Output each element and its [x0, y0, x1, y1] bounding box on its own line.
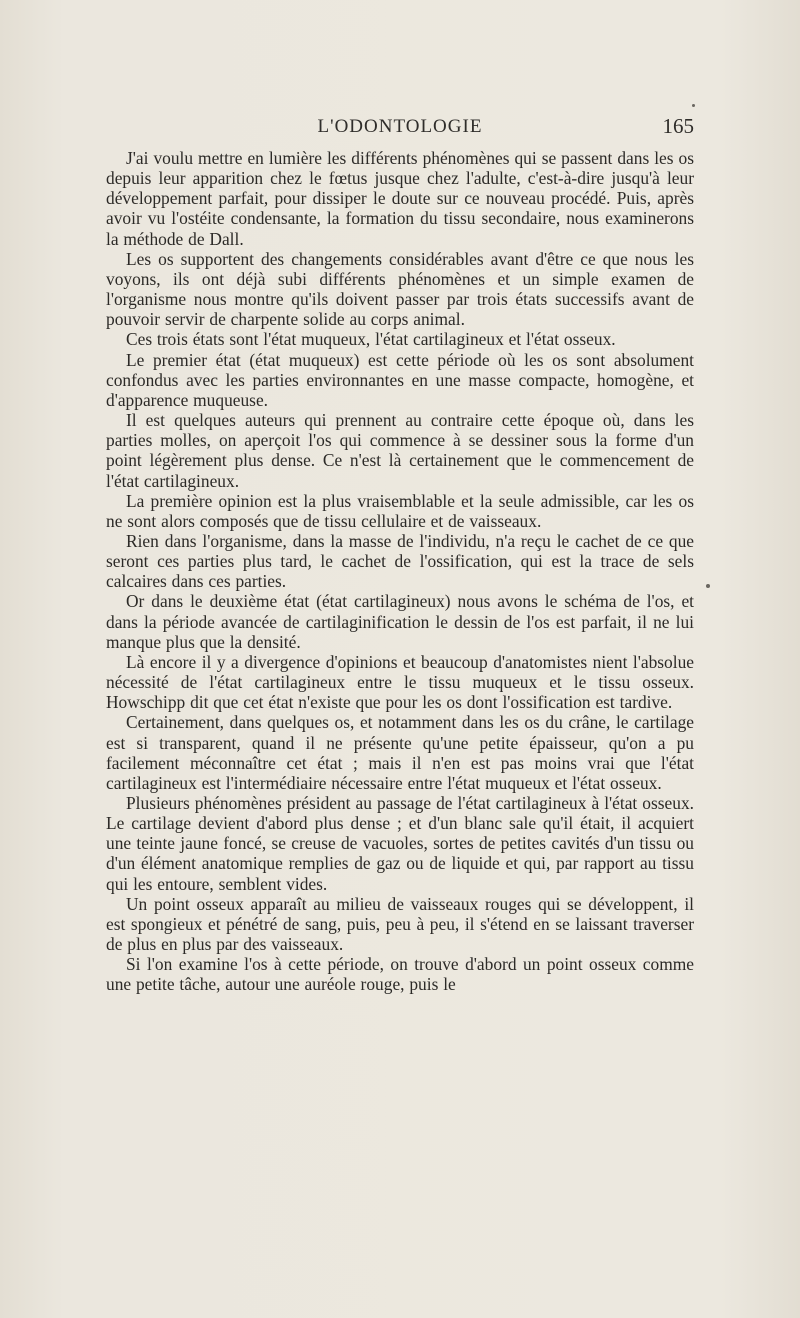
page-number: 165 — [662, 114, 694, 138]
paragraph: Un point osseux apparaît au milieu de vaisseaux rouges qui se développent, il est spongieux et pénétré de sang, puis, peu à peu, il s'étend en se laissant traverser de plus en plus par des vaisseaux. — [106, 893, 694, 955]
page-header — [106, 112, 694, 140]
paper-speck — [692, 104, 695, 107]
running-title: L'ODONTOLOGIE — [317, 116, 483, 137]
paragraph: J'ai voulu mettre en lumière les différents phénomènes qui se passent dans les os depuis leur apparition chez le fœtus jusque chez l'adulte, c'est-à-dire jusqu'à leur développement parfait, pour dissiper le doute sur ce nouveau procédé. Puis, après avoir vu l'ostéite condensante, la formation du tissu secondaire, nous examinerons la méthode de Dall. — [106, 148, 694, 249]
paragraph: Or dans le deuxième état (état cartilagineux) nous avons le schéma de l'os, et dans la période avancée de cartilaginification le dessin de l'os est parfait, il ne lui manque plus que la densité. — [106, 591, 694, 652]
paragraph: Il est quelques auteurs qui prennent au contraire cette époque où, dans les parties molles, on aperçoit l'os qui commence à se dessiner sous la forme d'un point légèrement plus dense. Ce n'est là certainement que le commencement de l'état cartilagineux. — [106, 410, 694, 491]
paragraph: Plusieurs phénomènes président au passage de l'état cartilagineux à l'état osseux. Le cartilage devient d'abord plus dense ; et d'un blanc sale qu'il était, il acquiert une teinte jaune foncé, se creuse de vacuoles, sortes de petites cavités d'un tissu ou d'un élément anatomique remplies de gaz ou de liquide et qui, par rapport au tissu qui les entoure, semblent vides. — [106, 793, 694, 894]
paragraph: Si l'on examine l'os à cette période, on trouve d'abord un point osseux comme une petite tâche, autour une auréole rouge, puis le — [106, 954, 694, 995]
paragraph: Ces trois états sont l'état muqueux, l'état cartilagineux et l'état osseux. — [126, 329, 616, 350]
body-text — [106, 148, 694, 995]
paragraph: La première opinion est la plus vraisemblable et la seule admissible, car les os ne sont alors composés que de tissu cellulaire et de vaisseaux. — [106, 490, 694, 531]
paragraph: Certainement, dans quelques os, et notamment dans les os du crâne, le cartilage est si transparent, quand il ne présente qu'une petite épaisseur, qu'on a pu facilement méconnaître cet état ; mais il n'en est pas moins vrai que l'état cartilagineux est l'intermédiaire nécessaire entre l'état muqueux et l'état osseux. — [106, 712, 694, 793]
paper-speck — [706, 584, 710, 588]
paragraph: Rien dans l'organisme, dans la masse de l'individu, n'a reçu le cachet de ce que seront ces parties plus tard, le cachet de l'ossification, qui est la trace de sels calcaires dans ces parties. — [106, 530, 694, 592]
paragraph: Le premier état (état muqueux) est cette période où les os sont absolument confondus avec les parties environnantes en une masse compacte, homogène, et d'apparence muqueuse. — [106, 349, 694, 410]
paragraph: Là encore il y a divergence d'opinions et beaucoup d'anatomistes nient l'absolue nécessité de l'état cartilagineux entre le tissu muqueux et le tissu osseux. Howschipp dit que cet état n'existe que pour les os dont l'ossification est tardive. — [106, 651, 694, 713]
paragraph: Les os supportent des changements considérables avant d'être ce que nous les voyons, ils ont déjà subi différents phénomènes et un simple examen de l'organisme nous montre qu'ils doivent passer par trois états successifs avant de pouvoir servir de charpente solide au corps animal. — [106, 248, 694, 330]
